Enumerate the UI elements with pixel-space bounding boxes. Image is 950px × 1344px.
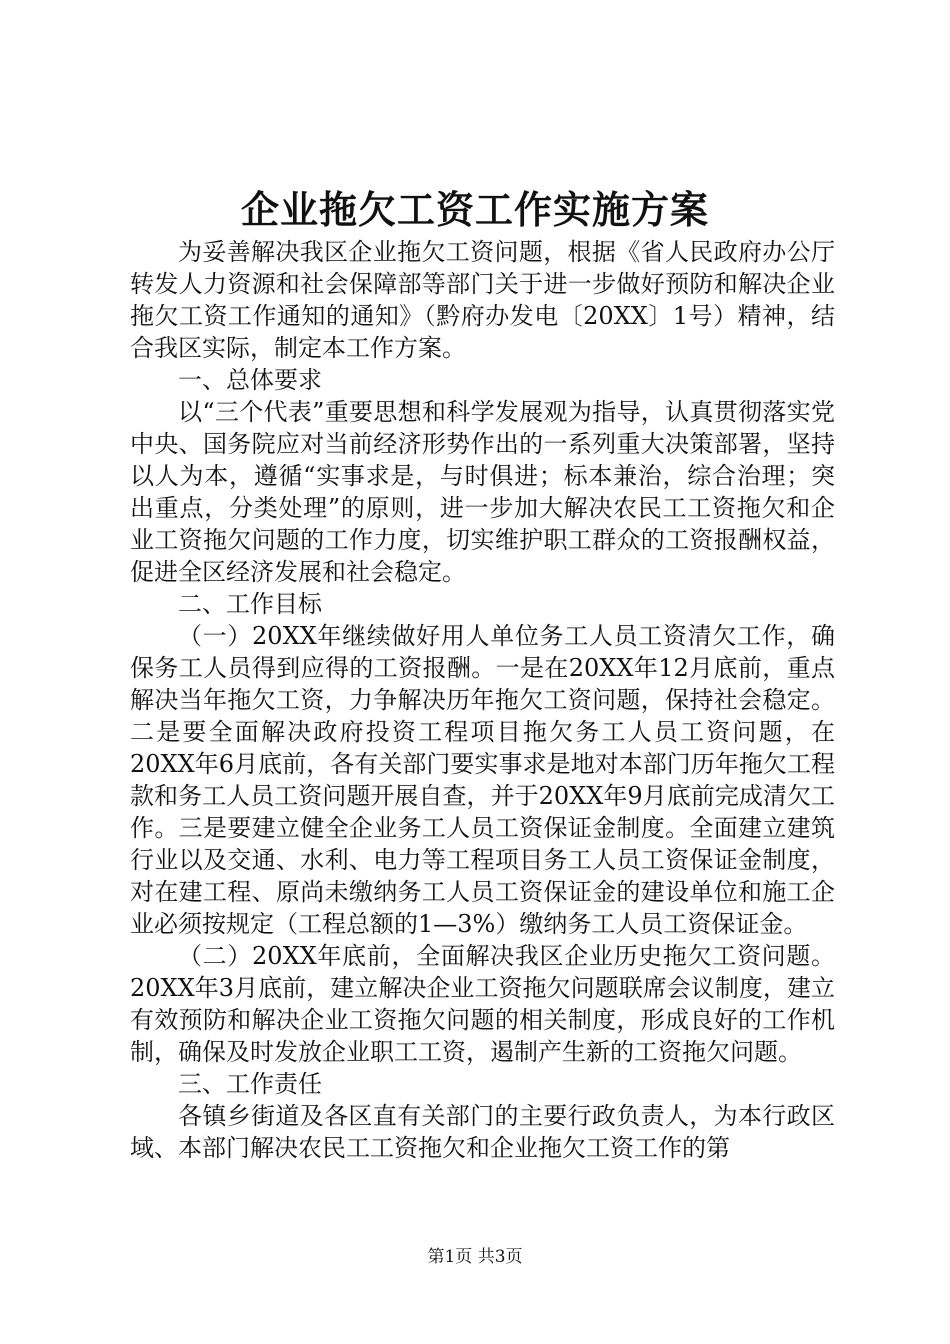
heading-work-goals: 二、工作目标 <box>178 590 322 618</box>
document-body <box>130 236 835 1164</box>
heading-work-responsibility: 三、工作责任 <box>178 1070 322 1098</box>
paragraph-intro: 为妥善解决我区企业拖欠工资问题，根据《省人民政府办公厅转发人力资源和社会保障部等部门关于进一步做好预防和解决企业拖欠工资工作通知的通知》（黔府办发电〔20XX〕1号）精神，结合我区实际，制定本工作方案。 <box>130 238 835 362</box>
paragraph-goal-two: （二）20XX年底前，全面解决我区企业历史拖欠工资问题。20XX年3月底前，建立解决企业工资拖欠问题联席会议制度，建立有效预防和解决企业工资拖欠问题的相关制度，形成良好的工作机制，确保及时发放企业职工工资，遏制产生新的工资拖欠问题。 <box>130 942 835 1066</box>
heading-general-requirements: 一、总体要求 <box>178 366 322 394</box>
paragraph-goal-one: （一）20XX年继续做好用人单位务工人员工资清欠工作，确保务工人员得到应得的工资报酬。一是在20XX年12月底前，重点解决当年拖欠工资，力争解决历年拖欠工资问题，保持社会稳定。二是要全面解决政府投资工程项目拖欠务工人员工资问题，在20XX年6月底前，各有关部门要实事求是地对本部门历年拖欠工程款和务工人员工资问题开展自查，并于20XX年9月底前完成清欠工作。三是要建立健全企业务工人员工资保证金制度。全面建立建筑行业以及交通、水利、电力等工程项目务工人员工资保证金制度，对在建工程、原尚未缴纳务工人员工资保证金的建设单位和施工企业必须按规定（工程总额的1—3%）缴纳务工人员工资保证金。 <box>130 622 835 938</box>
page-footer: 第1页 共3页 <box>427 1247 523 1267</box>
document-title: 企业拖欠工资工作实施方案 <box>240 187 709 232</box>
paragraph-general-requirements: 以“三个代表”重要思想和科学发展观为指导，认真贯彻落实党中央、国务院应对当前经济形势作出的一系列重大决策部署，坚持以人为本，遵循“实事求是，与时俱进；标本兼治，综合治理；突出重点，分类处理”的原则，进一步加大解决农民工工资拖欠和企业工资拖欠问题的工作力度，切实维护职工群众的工资报酬权益，促进全区经济发展和社会稳定。 <box>130 398 835 586</box>
paragraph-work-responsibility: 各镇乡街道及各区直有关部门的主要行政负责人，为本行政区域、本部门解决农民工工资拖欠和企业拖欠工资工作的第 <box>130 1102 835 1162</box>
